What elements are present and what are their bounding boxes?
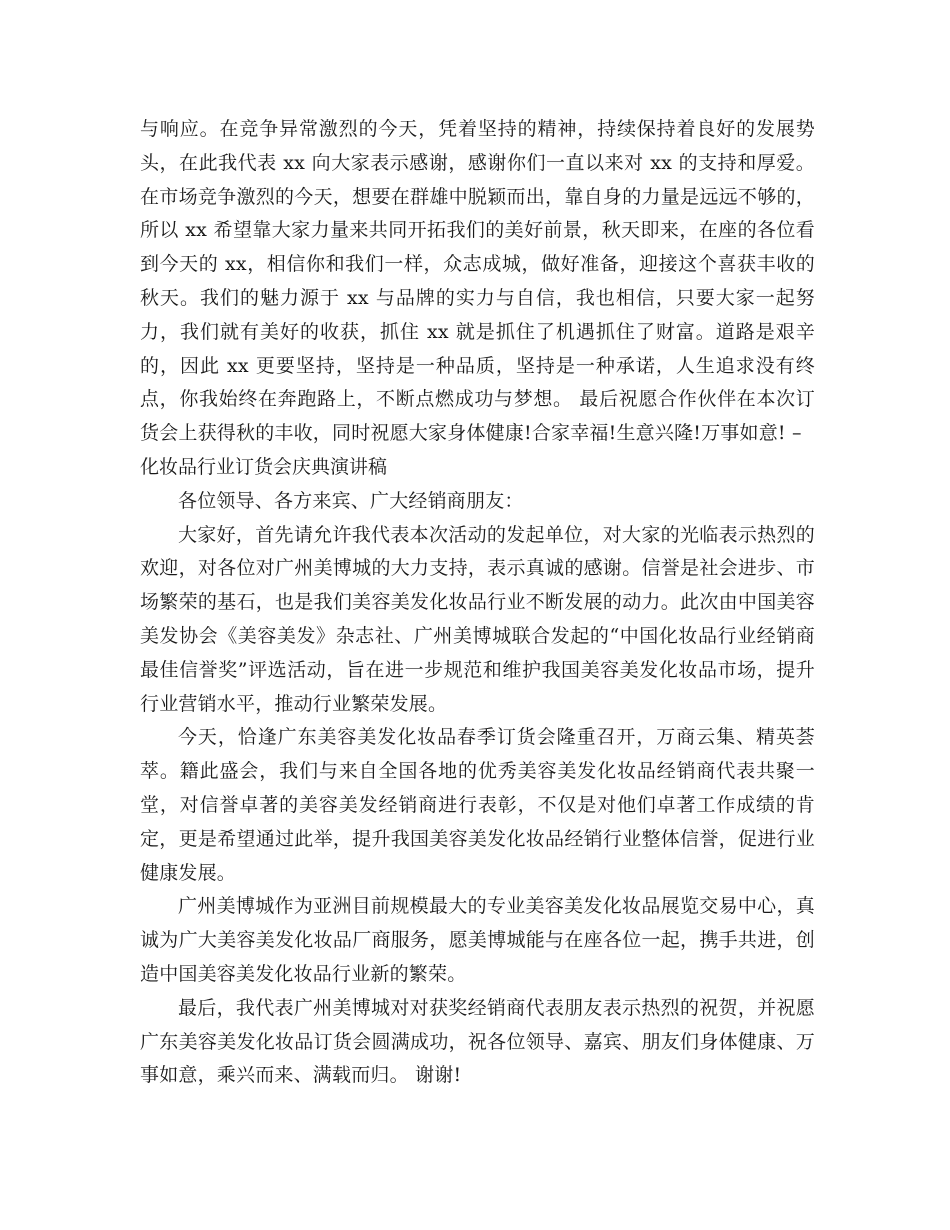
document-page [140, 113, 815, 1093]
closing-paragraph: 最后，我代表广州美博城对对获奖经销商代表朋友表示热烈的祝贺，并祝愿广东美容美发化妆品订货会圆满成功，祝各位领导、嘉宾、朋友们身体健康、万事如意，乘兴而来、满载而归。 谢谢! [140, 996, 815, 1087]
body-paragraph: 广州美博城作为亚洲目前规模最大的专业美容美发化妆品展览交易中心，真诚为广大美容美发化妆品厂商服务，愿美博城能与在座各位一起，携手共进，创造中国美容美发化妆品行业新的繁荣。 [140, 895, 815, 985]
body-paragraph: 今天，恰逢广东美容美发化妆品春季订货会隆重召开，万商云集、精英荟萃。籍此盛会，我们与来自全国各地的优秀美容美发化妆品经销商代表共聚一堂，对信誉卓著的美容美发经销商进行表彰，不仅是对他们卓著工作成绩的肯定，更是希望通过此举，提升我国美容美发化妆品经销行业整体信誉，促进行业健康发展。 [140, 726, 815, 884]
salutation: 各位领导、各方来宾、广大经销商朋友： [178, 489, 524, 512]
document-title: 化妆品行业订货会庆典演讲稿 [140, 455, 388, 478]
body-paragraph: 大家好，首先请允许我代表本次活动的发起单位，对大家的光临表示热烈的欢迎，对各位对广州美博城的大力支持，表示真诚的感谢。信誉是社会进步、市场繁荣的基石，也是我们美容美发化妆品行业不断发展的动力。此次由中国美容美发协会《美容美发》杂志社、广州美博城联合发起的“中国化妆品行业经销商最佳信誉奖”评选活动，旨在进一步规范和维护我国美容美发化妆品市场，提升行业营销水平，推动行业繁荣发展。 [140, 523, 815, 715]
continuation-paragraph: 与响应。在竞争异常激烈的今天，凭着坚持的精神，持续保持着良好的发展势头，在此我代表 xx 向大家表示感谢，感谢你们一直以来对 xx 的支持和厚爱。 在市场竞争激烈的今天，想要在群雄中脱颖而出，靠自身的力量是远远不够的，所以 xx 希望靠大家力量来共同开拓我们的美好前景，秋天即来，在座的各位看到今天的 xx，相信你和我们一样，众志成城，做好准备，迎接这个喜获丰收的秋天。我们的魅力源于 xx 与品牌的实力与自信，我也相信，只要大家一起努力，我们就有美好的收获，抓住 xx 就是抓住了机遇抓住了财富。道路是艰辛的，因此 xx 更要坚持，坚持是一种品质，坚持是一种承诺，人生追求没有终点，你我始终在奔跑路上，不断点燃成功与梦想。 最后祝愿合作伙伴在本次订货会上获得秋的丰收，同时祝愿大家身体健康!合家幸福!生意兴隆!万事如意! – [140, 118, 815, 445]
